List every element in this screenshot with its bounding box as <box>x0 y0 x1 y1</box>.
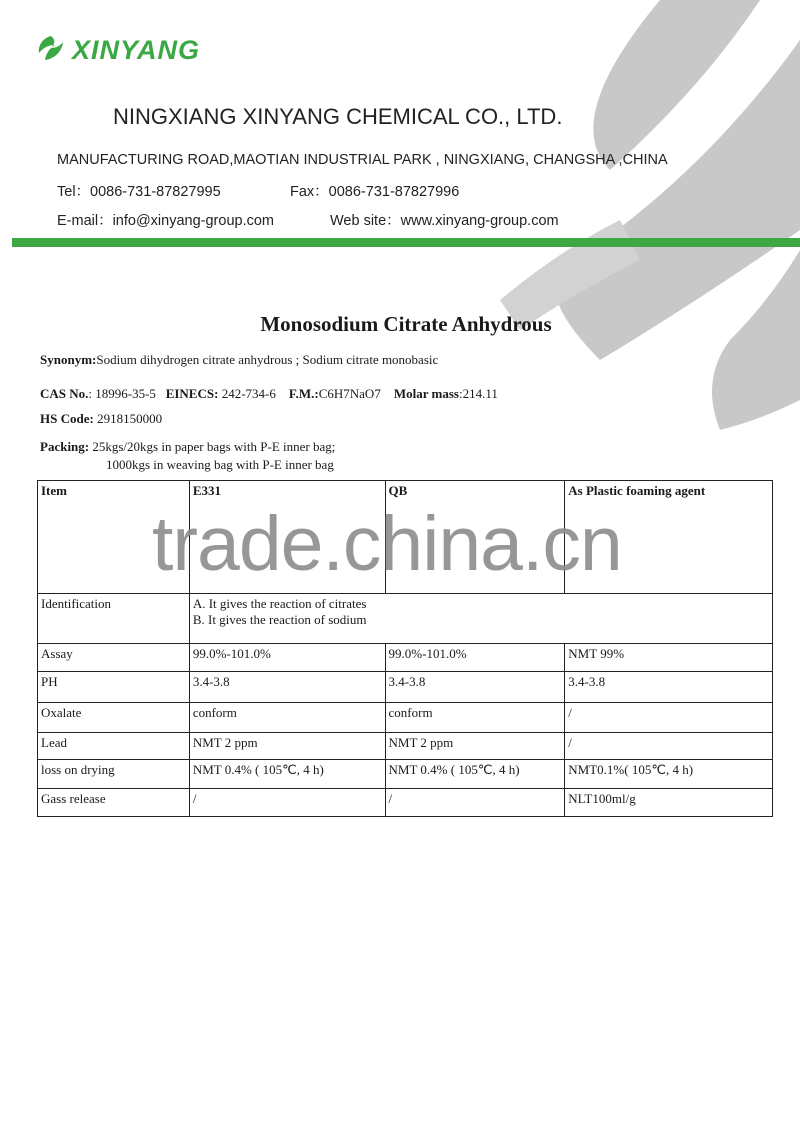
table-row-identification <box>38 594 773 644</box>
row-foaming: 3.4-3.8 <box>565 672 773 703</box>
row-foaming: NMT 99% <box>565 644 773 672</box>
header-divider <box>12 238 800 247</box>
telephone: Tel：0086-731-87827995 <box>57 184 221 200</box>
row-qb: 99.0%-101.0% <box>385 644 565 672</box>
xinyang-leaf-icon <box>34 33 68 67</box>
hs-code-line <box>40 411 162 427</box>
synonym-label: Synonym: <box>40 352 97 367</box>
row-qb: 3.4-3.8 <box>385 672 565 703</box>
identification-line-2: B. It gives the reaction of sodium <box>192 612 367 627</box>
table-row <box>38 672 773 703</box>
row-e331: 3.4-3.8 <box>189 672 385 703</box>
identification-line-1: A. It gives the reaction of citrates <box>192 596 367 611</box>
website: Web site：www.xinyang-group.com <box>330 213 559 229</box>
row-item: Lead <box>38 733 190 760</box>
row-qb: NMT 0.4% ( 105℃, 4 h) <box>385 760 565 789</box>
table-row <box>38 733 773 760</box>
row-foaming: NMT0.1%( 105℃, 4 h) <box>565 760 773 789</box>
hs-code-label: HS Code: <box>40 411 94 426</box>
einecs-value: 242-734-6 <box>218 386 276 401</box>
table-row <box>38 644 773 672</box>
packing-value-2: 1000kgs in weaving bag with P-E inner bag <box>106 457 334 472</box>
hs-code-value: 2918150000 <box>93 411 163 426</box>
row-foaming: NLT100ml/g <box>565 789 773 817</box>
row-item: Oxalate <box>38 703 190 733</box>
header-qb: QB <box>385 481 565 594</box>
logo-wordmark: XINYANG <box>72 34 201 65</box>
cas-label: CAS No. <box>40 386 89 401</box>
identifiers-line <box>40 386 498 402</box>
header-item: Item <box>38 481 190 594</box>
row-qb: conform <box>385 703 565 733</box>
header-e331: E331 <box>189 481 385 594</box>
row-item: PH <box>38 672 190 703</box>
header-foaming-agent: As Plastic foaming agent <box>565 481 773 594</box>
company-logo <box>34 30 200 70</box>
einecs-label: EINECS: <box>165 386 219 401</box>
company-name: NINGXIANG XINYANG CHEMICAL CO., LTD. <box>113 104 563 129</box>
molar-mass-value: :214.11 <box>458 386 498 401</box>
row-item: loss on drying <box>38 760 190 789</box>
identification-value <box>189 594 772 644</box>
row-e331: 99.0%-101.0% <box>189 644 385 672</box>
synonym-value: Sodium dihydrogen citrate anhydrous ; Sodium citrate monobasic <box>96 352 439 367</box>
row-e331: conform <box>189 703 385 733</box>
row-e331: / <box>189 789 385 817</box>
table-row <box>38 760 773 789</box>
packing-label: Packing: <box>40 439 90 454</box>
row-foaming: / <box>565 703 773 733</box>
email: E-mail：info@xinyang-group.com <box>57 213 274 229</box>
row-item: Gass release <box>38 789 190 817</box>
molar-mass-label: Molar mass <box>393 386 459 401</box>
row-item: Assay <box>38 644 190 672</box>
table-row <box>38 703 773 733</box>
row-qb: NMT 2 ppm <box>385 733 565 760</box>
document-title: Monosodium Citrate Anhydrous <box>260 312 552 336</box>
company-address: MANUFACTURING ROAD,MAOTIAN INDUSTRIAL PARK , NINGXIANG, CHANGSHA ,CHINA <box>57 152 668 168</box>
row-e331: NMT 0.4% ( 105℃, 4 h) <box>189 760 385 789</box>
row-foaming: / <box>565 733 773 760</box>
identification-label: Identification <box>38 594 190 644</box>
row-qb: / <box>385 789 565 817</box>
packing-line <box>40 439 335 455</box>
cas-value: : 18996-35-5 <box>88 386 156 401</box>
watermark: trade.china.cn <box>152 501 622 587</box>
fm-label: F.M.: <box>288 386 319 401</box>
synonym-line <box>40 352 438 368</box>
fm-value: C6H7NaO7 <box>318 386 381 401</box>
table-row <box>38 789 773 817</box>
row-e331: NMT 2 ppm <box>189 733 385 760</box>
fax: Fax：0086-731-87827996 <box>290 184 460 200</box>
packing-value-1: 25kgs/20kgs in paper bags with P-E inner bag; <box>89 439 336 454</box>
